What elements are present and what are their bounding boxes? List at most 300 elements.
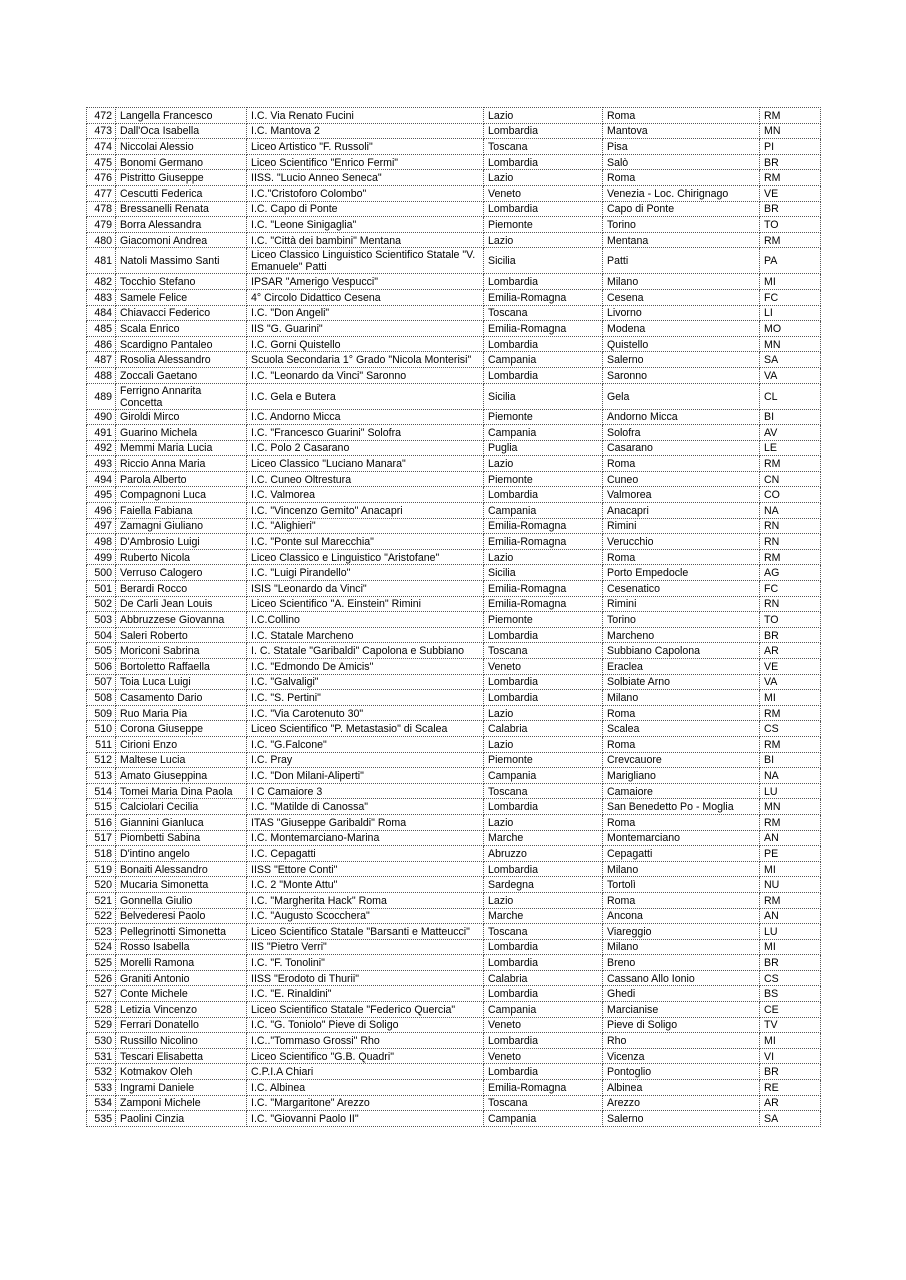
table-row xyxy=(87,736,821,752)
region: Lombardia xyxy=(484,627,603,643)
row-number: 502 xyxy=(87,596,116,612)
participant-name: Bonomi Germano xyxy=(116,154,247,170)
province: TO xyxy=(760,217,821,233)
province: NU xyxy=(760,877,821,893)
province: AR xyxy=(760,643,821,659)
row-number: 482 xyxy=(87,274,116,290)
row-number: 527 xyxy=(87,986,116,1002)
participant-name: Riccio Anna Maria xyxy=(116,456,247,472)
table-row xyxy=(87,768,821,784)
table-row xyxy=(87,596,821,612)
city: Gela xyxy=(603,383,760,409)
participant-name: Rosolia Alessandro xyxy=(116,352,247,368)
table-row xyxy=(87,1002,821,1018)
table-row xyxy=(87,565,821,581)
region: Campania xyxy=(484,503,603,519)
participant-name: Rosso Isabella xyxy=(116,939,247,955)
province: FC xyxy=(760,581,821,597)
school-name: Liceo Classico e Linguistico "Aristofane" xyxy=(247,549,484,565)
city: Montemarciano xyxy=(603,830,760,846)
city: Roma xyxy=(603,705,760,721)
participant-name: Cescutti Federica xyxy=(116,185,247,201)
province: BR xyxy=(760,201,821,217)
province: RN xyxy=(760,518,821,534)
province: LE xyxy=(760,440,821,456)
school-name: I.C. "Luigi Pirandello" xyxy=(247,565,484,581)
row-number: 477 xyxy=(87,185,116,201)
city: Roma xyxy=(603,892,760,908)
school-name: I.C. "Leone Sinigaglia" xyxy=(247,217,484,233)
city: Marigliano xyxy=(603,768,760,784)
participant-name: Letizia Vincenzo xyxy=(116,1002,247,1018)
region: Campania xyxy=(484,768,603,784)
school-name: I.C."Cristoforo Colombo" xyxy=(247,185,484,201)
row-number: 517 xyxy=(87,830,116,846)
province: AN xyxy=(760,830,821,846)
school-name: I. C. Statale "Garibaldi" Capolona e Subbiano xyxy=(247,643,484,659)
row-number: 512 xyxy=(87,752,116,768)
row-number: 516 xyxy=(87,814,116,830)
city: Venezia - Loc. Chirignago xyxy=(603,185,760,201)
city: Roma xyxy=(603,814,760,830)
participant-name: Toia Luca Luigi xyxy=(116,674,247,690)
region: Campania xyxy=(484,1111,603,1127)
row-number: 480 xyxy=(87,232,116,248)
participant-name: Pistritto Giuseppe xyxy=(116,170,247,186)
region: Lombardia xyxy=(484,799,603,815)
city: Roma xyxy=(603,736,760,752)
city: Roma xyxy=(603,108,760,124)
row-number: 492 xyxy=(87,440,116,456)
school-name: Liceo Scientifico Statale "Barsanti e Matteucci" xyxy=(247,924,484,940)
city: Milano xyxy=(603,939,760,955)
school-name: I.C. Cepagatti xyxy=(247,846,484,862)
table-row xyxy=(87,1111,821,1127)
row-number: 529 xyxy=(87,1017,116,1033)
participant-name: Bonaiti Alessandro xyxy=(116,861,247,877)
school-name: I.C. "G. Toniolo" Pieve di Soligo xyxy=(247,1017,484,1033)
region: Emilia-Romagna xyxy=(484,1080,603,1096)
province: MN xyxy=(760,336,821,352)
province: MI xyxy=(760,861,821,877)
participant-name: Cirioni Enzo xyxy=(116,736,247,752)
city: Modena xyxy=(603,321,760,337)
table-row xyxy=(87,627,821,643)
table-row xyxy=(87,456,821,472)
participant-name: Giroldi Mirco xyxy=(116,409,247,425)
region: Toscana xyxy=(484,1095,603,1111)
province: BI xyxy=(760,409,821,425)
school-name: I.C. "Galvaligi" xyxy=(247,674,484,690)
participant-name: Ferrari Donatello xyxy=(116,1017,247,1033)
city: Verucchio xyxy=(603,534,760,550)
table-row xyxy=(87,612,821,628)
province: BR xyxy=(760,1064,821,1080)
row-number: 474 xyxy=(87,139,116,155)
participants-table-body xyxy=(87,108,821,1127)
region: Piemonte xyxy=(484,471,603,487)
row-number: 472 xyxy=(87,108,116,124)
city: San Benedetto Po - Moglia xyxy=(603,799,760,815)
province: RM xyxy=(760,170,821,186)
row-number: 533 xyxy=(87,1080,116,1096)
region: Lombardia xyxy=(484,274,603,290)
city: Roma xyxy=(603,170,760,186)
province: VA xyxy=(760,367,821,383)
region: Sicilia xyxy=(484,248,603,274)
province: MI xyxy=(760,690,821,706)
province: SA xyxy=(760,352,821,368)
province: CS xyxy=(760,721,821,737)
province: MI xyxy=(760,1033,821,1049)
participant-name: Moriconi Sabrina xyxy=(116,643,247,659)
row-number: 496 xyxy=(87,503,116,519)
province: VA xyxy=(760,674,821,690)
region: Lombardia xyxy=(484,123,603,139)
row-number: 534 xyxy=(87,1095,116,1111)
school-name: ITAS "Giuseppe Garibaldi" Roma xyxy=(247,814,484,830)
table-row xyxy=(87,425,821,441)
participant-name: Natoli Massimo Santi xyxy=(116,248,247,274)
row-number: 499 xyxy=(87,549,116,565)
school-name: I.C. Mantova 2 xyxy=(247,123,484,139)
participant-name: Giacomoni Andrea xyxy=(116,232,247,248)
school-name: IISS. "Lucio Anneo Seneca" xyxy=(247,170,484,186)
region: Lombardia xyxy=(484,861,603,877)
school-name: C.P.I.A Chiari xyxy=(247,1064,484,1080)
row-number: 508 xyxy=(87,690,116,706)
school-name: I.C. "Don Milani-Aliperti" xyxy=(247,768,484,784)
city: Subbiano Capolona xyxy=(603,643,760,659)
table-row xyxy=(87,534,821,550)
table-row xyxy=(87,305,821,321)
row-number: 521 xyxy=(87,892,116,908)
region: Lombardia xyxy=(484,201,603,217)
city: Albinea xyxy=(603,1080,760,1096)
table-row xyxy=(87,248,821,274)
province: PE xyxy=(760,846,821,862)
province: FC xyxy=(760,289,821,305)
city: Mantova xyxy=(603,123,760,139)
table-row xyxy=(87,289,821,305)
province: RE xyxy=(760,1080,821,1096)
table-row xyxy=(87,185,821,201)
region: Lazio xyxy=(484,549,603,565)
row-number: 524 xyxy=(87,939,116,955)
province: RM xyxy=(760,892,821,908)
participant-name: Morelli Ramona xyxy=(116,955,247,971)
table-row xyxy=(87,1095,821,1111)
row-number: 531 xyxy=(87,1048,116,1064)
row-number: 498 xyxy=(87,534,116,550)
school-name: I.C. "Francesco Guarini" Solofra xyxy=(247,425,484,441)
row-number: 484 xyxy=(87,305,116,321)
school-name: I.C. Gorni Quistello xyxy=(247,336,484,352)
city: Ancona xyxy=(603,908,760,924)
region: Sicilia xyxy=(484,383,603,409)
table-row xyxy=(87,321,821,337)
table-row xyxy=(87,352,821,368)
row-number: 511 xyxy=(87,736,116,752)
school-name: Liceo Classico "Luciano Manara" xyxy=(247,456,484,472)
province: MO xyxy=(760,321,821,337)
city: Cepagatti xyxy=(603,846,760,862)
city: Casarano xyxy=(603,440,760,456)
region: Lazio xyxy=(484,892,603,908)
region: Lombardia xyxy=(484,690,603,706)
table-row xyxy=(87,752,821,768)
participant-name: Ingrami Daniele xyxy=(116,1080,247,1096)
participant-name: Faiella Fabiana xyxy=(116,503,247,519)
participant-name: Gonnella Giulio xyxy=(116,892,247,908)
province: TV xyxy=(760,1017,821,1033)
region: Campania xyxy=(484,1002,603,1018)
region: Marche xyxy=(484,830,603,846)
province: VE xyxy=(760,185,821,201)
city: Capo di Ponte xyxy=(603,201,760,217)
region: Calabria xyxy=(484,721,603,737)
table-row xyxy=(87,232,821,248)
region: Toscana xyxy=(484,305,603,321)
row-number: 488 xyxy=(87,367,116,383)
row-number: 486 xyxy=(87,336,116,352)
province: AV xyxy=(760,425,821,441)
city: Quistello xyxy=(603,336,760,352)
region: Toscana xyxy=(484,924,603,940)
row-number: 503 xyxy=(87,612,116,628)
city: Vicenza xyxy=(603,1048,760,1064)
region: Sicilia xyxy=(484,565,603,581)
participant-name: Compagnoni Luca xyxy=(116,487,247,503)
participant-name: Conte Michele xyxy=(116,986,247,1002)
school-name: I.C. "Vincenzo Gemito" Anacapri xyxy=(247,503,484,519)
participant-name: Mucaria Simonetta xyxy=(116,877,247,893)
school-name: IIS "Pietro Verri" xyxy=(247,939,484,955)
participant-name: Memmi Maria Lucia xyxy=(116,440,247,456)
table-row xyxy=(87,409,821,425)
participant-name: Tocchio Stefano xyxy=(116,274,247,290)
region: Emilia-Romagna xyxy=(484,534,603,550)
city: Milano xyxy=(603,274,760,290)
province: RM xyxy=(760,814,821,830)
table-row xyxy=(87,123,821,139)
row-number: 481 xyxy=(87,248,116,274)
city: Valmorea xyxy=(603,487,760,503)
city: Anacapri xyxy=(603,503,760,519)
table-row xyxy=(87,581,821,597)
city: Rimini xyxy=(603,596,760,612)
participant-name: D'Ambrosio Luigi xyxy=(116,534,247,550)
table-row xyxy=(87,336,821,352)
participant-name: De Carli Jean Louis xyxy=(116,596,247,612)
participant-name: Ferrigno Annarita Concetta xyxy=(116,383,247,409)
school-name: I.C. "Leonardo da Vinci" Saronno xyxy=(247,367,484,383)
table-row xyxy=(87,108,821,124)
table-row xyxy=(87,908,821,924)
city: Porto Empedocle xyxy=(603,565,760,581)
table-row xyxy=(87,440,821,456)
row-number: 483 xyxy=(87,289,116,305)
row-number: 510 xyxy=(87,721,116,737)
participant-name: Belvederesi Paolo xyxy=(116,908,247,924)
table-row xyxy=(87,970,821,986)
participant-name: Maltese Lucia xyxy=(116,752,247,768)
school-name: I.C. "G.Falcone" xyxy=(247,736,484,752)
region: Lombardia xyxy=(484,986,603,1002)
region: Lombardia xyxy=(484,674,603,690)
school-name: IISS "Erodoto di Thurii" xyxy=(247,970,484,986)
region: Emilia-Romagna xyxy=(484,581,603,597)
region: Veneto xyxy=(484,1048,603,1064)
region: Lombardia xyxy=(484,1064,603,1080)
row-number: 487 xyxy=(87,352,116,368)
row-number: 491 xyxy=(87,425,116,441)
school-name: ISIS "Leonardo da Vinci" xyxy=(247,581,484,597)
city: Solbiate Arno xyxy=(603,674,760,690)
school-name: I.C. "Alighieri" xyxy=(247,518,484,534)
row-number: 525 xyxy=(87,955,116,971)
table-row xyxy=(87,471,821,487)
table-row xyxy=(87,1080,821,1096)
city: Arezzo xyxy=(603,1095,760,1111)
row-number: 494 xyxy=(87,471,116,487)
participant-name: Casamento Dario xyxy=(116,690,247,706)
city: Viareggio xyxy=(603,924,760,940)
table-row xyxy=(87,367,821,383)
participant-name: Scardigno Pantaleo xyxy=(116,336,247,352)
participant-name: Parola Alberto xyxy=(116,471,247,487)
row-number: 476 xyxy=(87,170,116,186)
province: PA xyxy=(760,248,821,274)
row-number: 528 xyxy=(87,1002,116,1018)
city: Scalea xyxy=(603,721,760,737)
school-name: I.C. 2 "Monte Attu" xyxy=(247,877,484,893)
province: SA xyxy=(760,1111,821,1127)
school-name: I.C. "F. Tonolini" xyxy=(247,955,484,971)
school-name: Liceo Scientifico Statale "Federico Quercia" xyxy=(247,1002,484,1018)
row-number: 490 xyxy=(87,409,116,425)
table-row xyxy=(87,170,821,186)
row-number: 519 xyxy=(87,861,116,877)
row-number: 513 xyxy=(87,768,116,784)
city: Milano xyxy=(603,861,760,877)
row-number: 509 xyxy=(87,705,116,721)
city: Andorno Micca xyxy=(603,409,760,425)
participant-name: Borra Alessandra xyxy=(116,217,247,233)
province: CL xyxy=(760,383,821,409)
row-number: 514 xyxy=(87,783,116,799)
province: MN xyxy=(760,123,821,139)
city: Cuneo xyxy=(603,471,760,487)
table-row xyxy=(87,1064,821,1080)
row-number: 475 xyxy=(87,154,116,170)
participant-name: Amato Giuseppina xyxy=(116,768,247,784)
table-row xyxy=(87,1017,821,1033)
province: LU xyxy=(760,783,821,799)
school-name: I.C.Collino xyxy=(247,612,484,628)
province: RM xyxy=(760,549,821,565)
region: Emilia-Romagna xyxy=(484,518,603,534)
participant-name: Pellegrinotti Simonetta xyxy=(116,924,247,940)
school-name: I.C.."Tommaso Grossi" Rho xyxy=(247,1033,484,1049)
table-row xyxy=(87,986,821,1002)
school-name: I.C. Cuneo Oltrestura xyxy=(247,471,484,487)
province: CS xyxy=(760,970,821,986)
participant-name: Langella Francesco xyxy=(116,108,247,124)
participant-name: Ruo Maria Pia xyxy=(116,705,247,721)
city: Eraclea xyxy=(603,659,760,675)
table-row xyxy=(87,643,821,659)
table-row xyxy=(87,939,821,955)
region: Lombardia xyxy=(484,487,603,503)
region: Toscana xyxy=(484,139,603,155)
region: Lazio xyxy=(484,232,603,248)
province: RM xyxy=(760,456,821,472)
row-number: 532 xyxy=(87,1064,116,1080)
row-number: 530 xyxy=(87,1033,116,1049)
city: Livorno xyxy=(603,305,760,321)
participant-name: Corona Giuseppe xyxy=(116,721,247,737)
province: VE xyxy=(760,659,821,675)
city: Marcheno xyxy=(603,627,760,643)
region: Lazio xyxy=(484,736,603,752)
region: Veneto xyxy=(484,659,603,675)
city: Pieve di Soligo xyxy=(603,1017,760,1033)
school-name: IISS "Ettore Conti" xyxy=(247,861,484,877)
row-number: 506 xyxy=(87,659,116,675)
table-row xyxy=(87,674,821,690)
row-number: 493 xyxy=(87,456,116,472)
table-row xyxy=(87,705,821,721)
province: AG xyxy=(760,565,821,581)
city: Torino xyxy=(603,217,760,233)
city: Mentana xyxy=(603,232,760,248)
row-number: 501 xyxy=(87,581,116,597)
participant-name: Bressanelli Renata xyxy=(116,201,247,217)
city: Torino xyxy=(603,612,760,628)
region: Puglia xyxy=(484,440,603,456)
region: Piemonte xyxy=(484,217,603,233)
participant-name: Dall'Oca Isabella xyxy=(116,123,247,139)
school-name: I.C. Capo di Ponte xyxy=(247,201,484,217)
province: RM xyxy=(760,108,821,124)
school-name: Liceo Scientifico "G.B. Quadri" xyxy=(247,1048,484,1064)
school-name: IIS "G. Guarini" xyxy=(247,321,484,337)
school-name: I C Camaiore 3 xyxy=(247,783,484,799)
province: MN xyxy=(760,799,821,815)
school-name: I.C. "Don Angeli" xyxy=(247,305,484,321)
table-row xyxy=(87,892,821,908)
table-row xyxy=(87,549,821,565)
participant-name: D'intino angelo xyxy=(116,846,247,862)
region: Veneto xyxy=(484,185,603,201)
city: Salerno xyxy=(603,352,760,368)
region: Piemonte xyxy=(484,752,603,768)
participant-name: Zoccali Gaetano xyxy=(116,367,247,383)
province: MI xyxy=(760,274,821,290)
row-number: 518 xyxy=(87,846,116,862)
school-name: I.C. Statale Marcheno xyxy=(247,627,484,643)
province: CE xyxy=(760,1002,821,1018)
table-row xyxy=(87,846,821,862)
row-number: 489 xyxy=(87,383,116,409)
row-number: 507 xyxy=(87,674,116,690)
participant-name: Paolini Cinzia xyxy=(116,1111,247,1127)
table-row xyxy=(87,503,821,519)
participant-name: Tescari Elisabetta xyxy=(116,1048,247,1064)
region: Emilia-Romagna xyxy=(484,321,603,337)
region: Toscana xyxy=(484,783,603,799)
